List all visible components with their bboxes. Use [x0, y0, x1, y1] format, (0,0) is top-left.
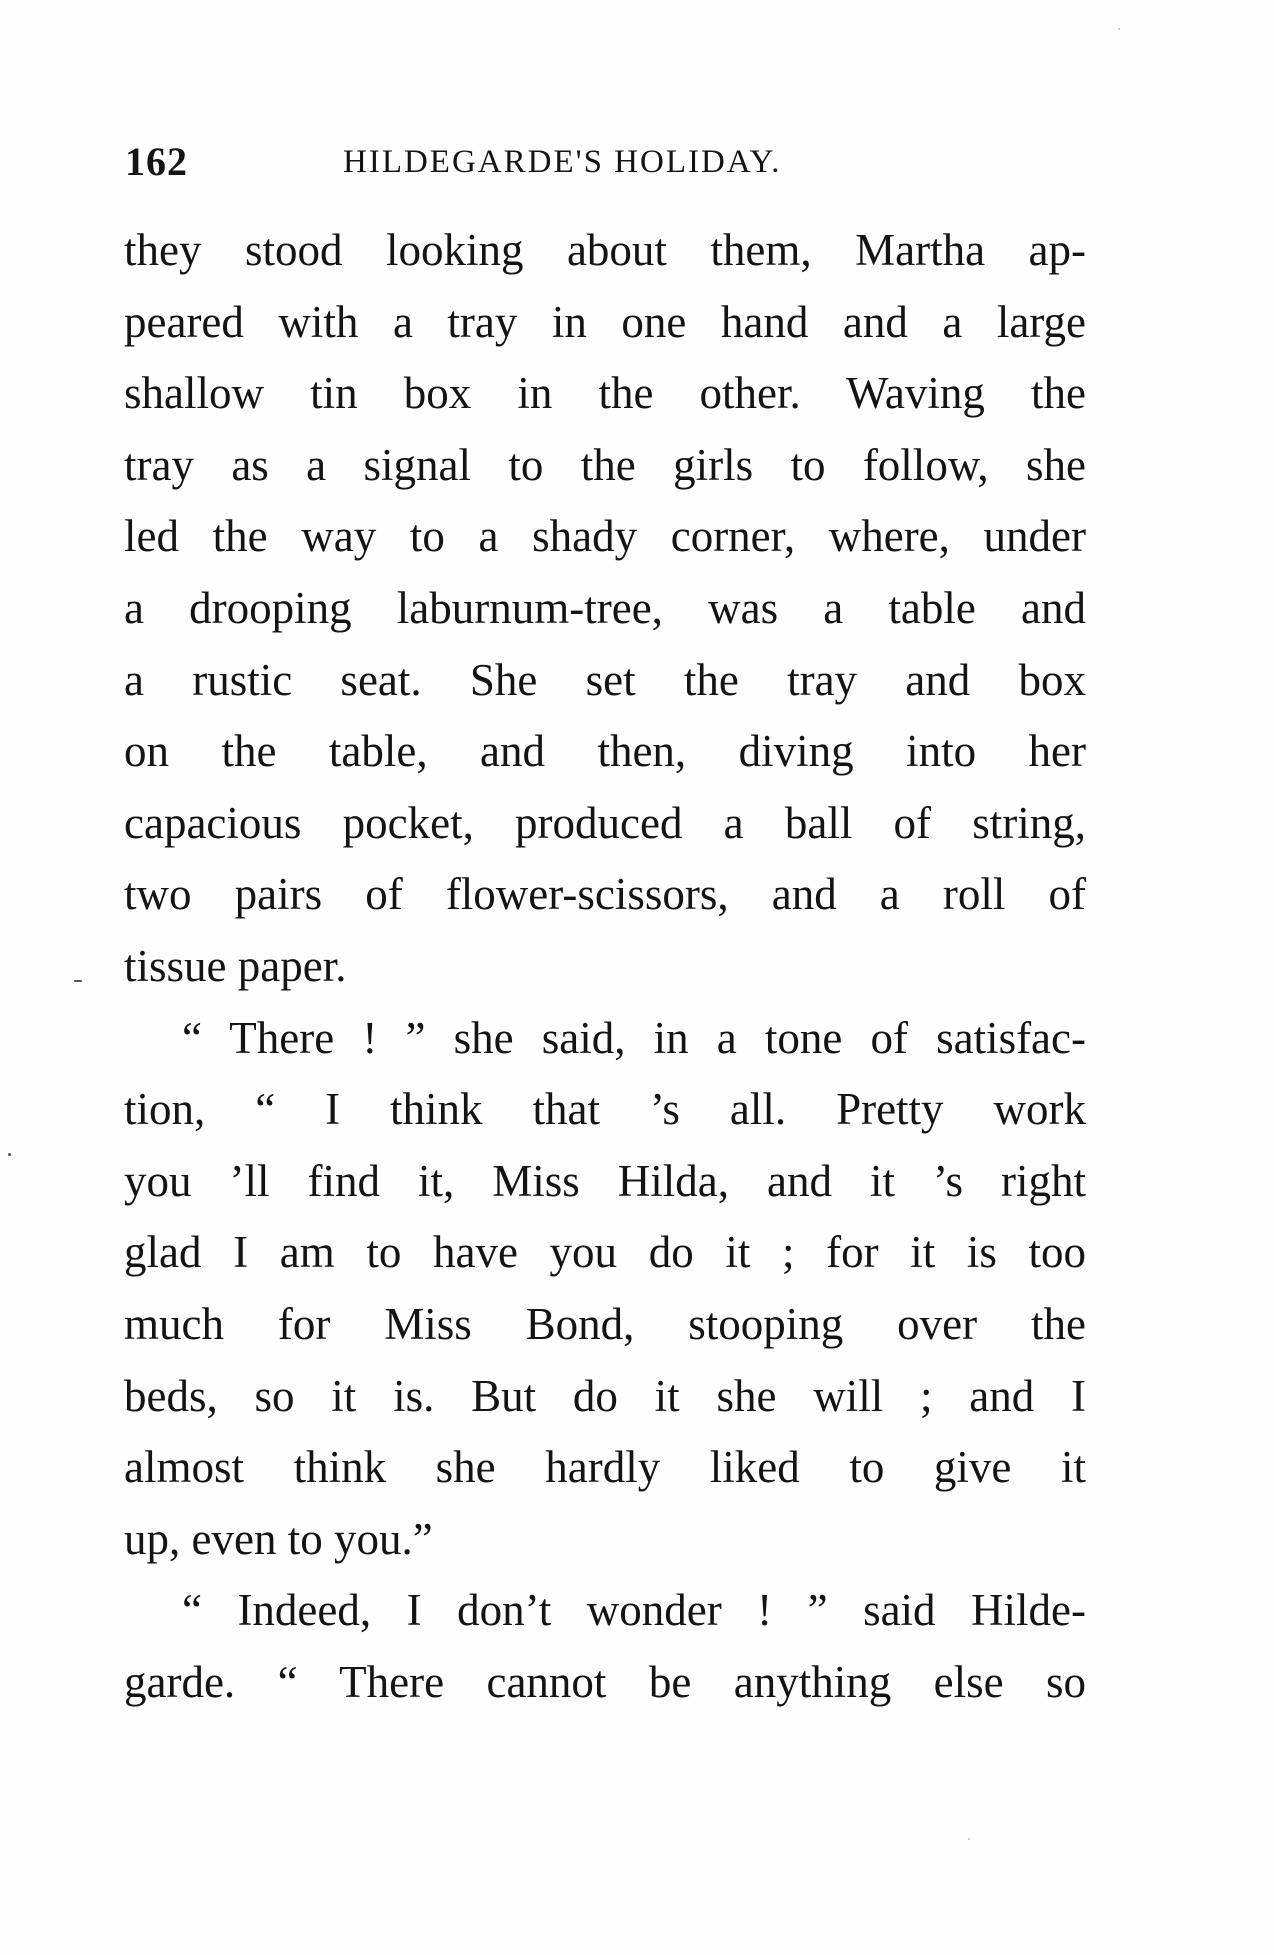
paragraph-end-line: up, even to you.” — [124, 1513, 433, 1564]
text-line: much for Miss Bond, stooping over the — [124, 1298, 1086, 1349]
text-line: beds, so it is. But do it she will ; and I — [124, 1370, 1086, 1421]
text-line: two pairs of flower-scissors, and a roll of — [124, 869, 1086, 920]
text-line: almost think she hardly liked to give it — [124, 1442, 1086, 1493]
body-text — [124, 215, 1086, 1718]
text-line: a rustic seat. She set the tray and box — [124, 654, 1086, 705]
text-line: peared with a tray in one hand and a large — [124, 296, 1086, 347]
paragraph-end-line: tissue paper. — [124, 940, 347, 991]
text-line: a drooping laburnum-tree, was a table and — [124, 582, 1086, 633]
scan-speck — [968, 1838, 970, 1840]
page-number: 162 — [125, 139, 188, 184]
running-head — [125, 138, 1085, 188]
scan-speck — [1118, 28, 1120, 30]
text-line: you ’ll find it, Miss Hilda, and it ’s right — [124, 1155, 1086, 1206]
text-line: tray as a signal to the girls to follow, she — [124, 439, 1086, 490]
text-line: they stood looking about them, Martha ap- — [124, 225, 1086, 275]
text-line: on the table, and then, diving into her — [124, 726, 1086, 777]
scan-speck — [74, 980, 82, 982]
text-line: tion, “ I think that ’s all. Pretty work — [124, 1084, 1086, 1135]
text-line: shallow tin box in the other. Waving the — [124, 368, 1086, 419]
text-line: led the way to a shady corner, where, under — [124, 511, 1086, 562]
paragraph-start-line: “ Indeed, I don’t wonder ! ” said Hilde- — [182, 1585, 1086, 1636]
scan-speck — [8, 1153, 11, 1156]
text-line: glad I am to have you do it ; for it is too — [124, 1227, 1086, 1278]
text-line: garde. “ There cannot be anything else so — [124, 1656, 1086, 1707]
paragraph-start-line: “ There ! ” she said, in a tone of satisfac- — [182, 1012, 1086, 1063]
running-title: HILDEGARDE'S HOLIDAY. — [343, 144, 782, 180]
text-line: capacious pocket, produced a ball of string, — [124, 797, 1086, 848]
